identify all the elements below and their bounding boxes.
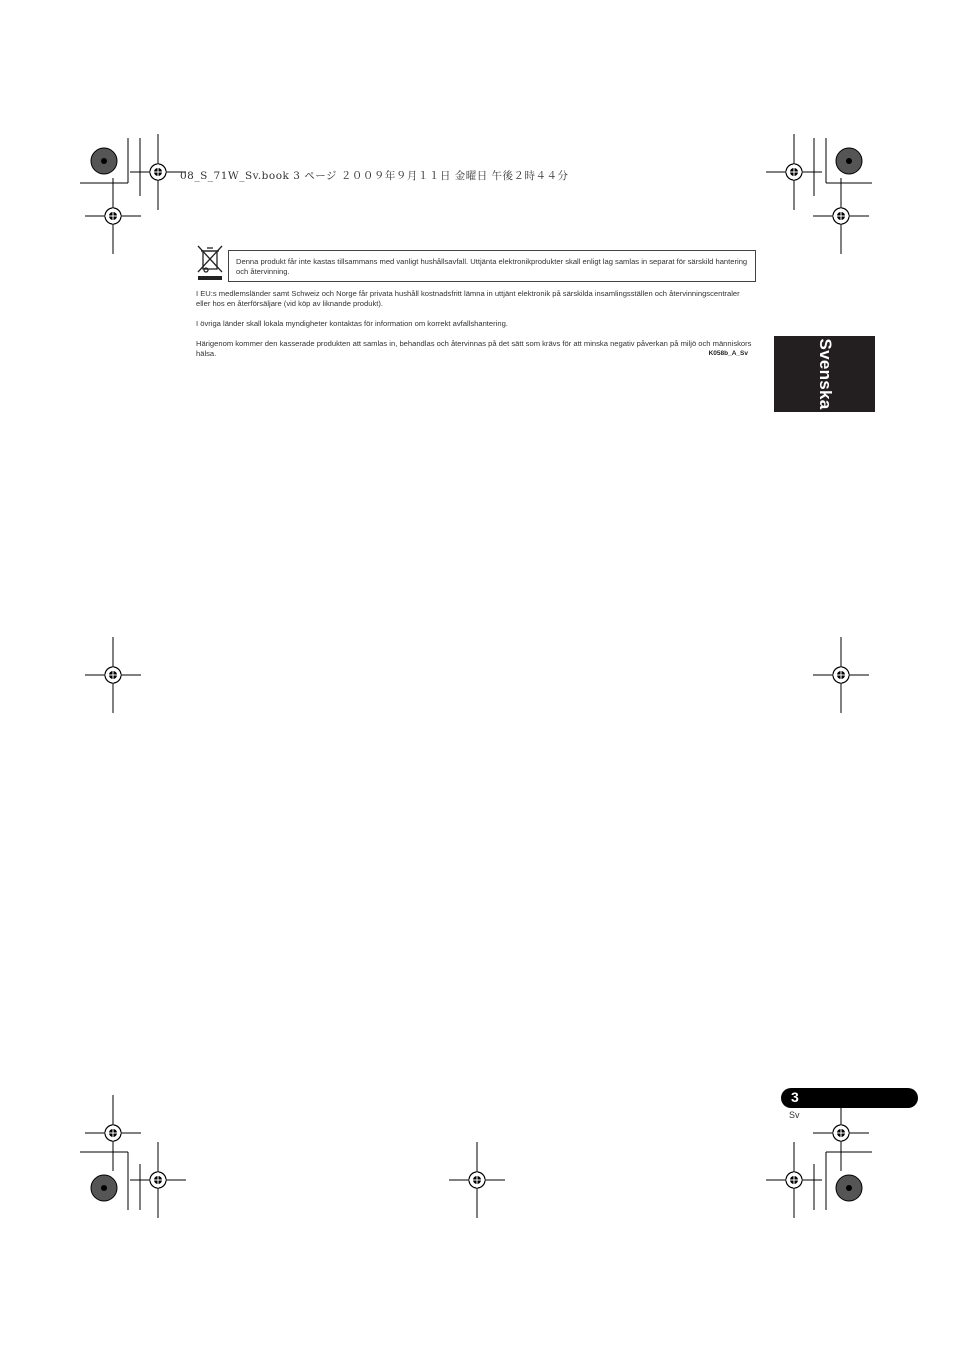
language-tab-label: Svenska (815, 338, 835, 410)
crosshair-icon (766, 134, 822, 210)
crosshair-icon (813, 178, 869, 254)
paragraph-environment: Härigenom kommer den kasserade produkten att samlas in, behandlas och återvinnas på det sätt som krävs för att minska negativ påverkan på miljö och människors hälsa. (196, 339, 752, 358)
crosshair-icon (449, 1142, 505, 1218)
crosshair-icon (130, 1142, 186, 1218)
page-number-pill (781, 1088, 918, 1108)
crosshair-icon (130, 134, 186, 210)
starburst-icon (91, 1175, 117, 1201)
paragraph-other-countries: I övriga länder skall lokala myndigheter kontaktas för information om korrekt avfallshantering. (196, 319, 508, 328)
page-number: 3 (791, 1089, 799, 1105)
starburst-icon (836, 148, 862, 174)
page-language-code: Sv (789, 1110, 800, 1120)
language-tab (774, 336, 875, 412)
crossed-out-wheelie-bin-icon (195, 243, 225, 283)
document-code: K058b_A_Sv (708, 350, 748, 357)
starburst-icon (91, 148, 117, 174)
crosshair-icon (85, 1095, 141, 1171)
crosshair-icon (766, 1142, 822, 1218)
starburst-icon (836, 1175, 862, 1201)
file-header: 08_S_71W_Sv.book 3 ページ ２００９年９月１１日 金曜日 午後２時４４分 (180, 170, 569, 182)
crosshair-icon (85, 178, 141, 254)
weee-notice-box: Denna produkt får inte kastas tillsammans med vanligt hushållsavfall. Uttjänta elektronikprodukter skall enligt lag samlas in separat för särskild hantering och återvinning. (228, 250, 756, 282)
paragraph-eu-collection: I EU:s medlemsländer samt Schweiz och Norge får privata hushåll kostnadsfritt lämna in uttjänt elektronik på särskilda insamlingsställen och återvinningscentraler eller hos en återförsäljare (vid köp av liknande produkt). (196, 289, 740, 308)
crosshair-icon (813, 637, 869, 713)
crosshair-icon (85, 637, 141, 713)
